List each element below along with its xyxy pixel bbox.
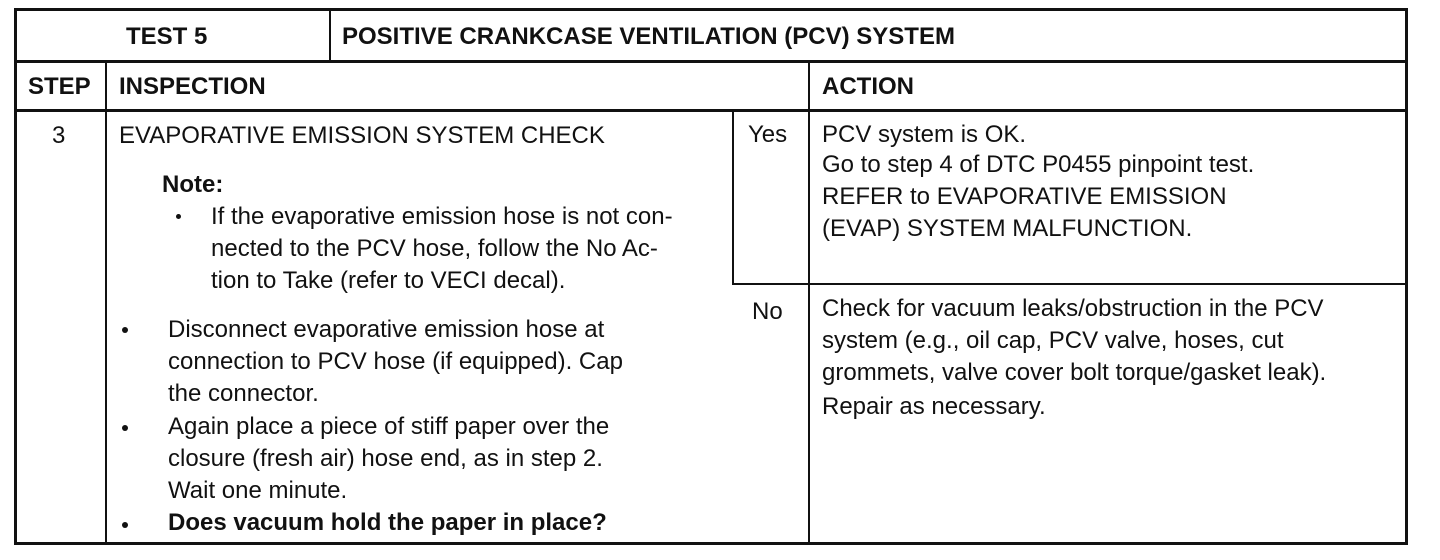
step-text-line: closure (fresh air) hose end, as in step 2. (168, 445, 603, 472)
note-bullet (176, 214, 181, 219)
yes-action-line: (EVAP) SYSTEM MALFUNCTION. (822, 215, 1193, 242)
note-line: tion to Take (refer to VECI decal). (211, 267, 566, 294)
step-column-header: STEP (28, 73, 91, 100)
inspection-column-header: INSPECTION (119, 73, 266, 100)
step-number: 3 (52, 122, 66, 149)
yes-no-divider (733, 283, 1408, 285)
step-text-line: connection to PCV hose (if equipped). Cap (168, 348, 623, 375)
yes-action-line: Go to step 4 of DTC P0455 pinpoint test. (822, 151, 1255, 178)
no-action-line: system (e.g., oil cap, PCV valve, hoses, cut (822, 327, 1284, 354)
action-col-divider (808, 62, 810, 545)
step-text-line: Again place a piece of stiff paper over the (168, 413, 610, 440)
note-line: nected to the PCV hose, follow the No Ac- (211, 235, 658, 262)
question-bullet (122, 522, 128, 528)
inspection-question: Does vacuum hold the paper in place? (168, 509, 607, 536)
column-header-divider (14, 109, 1408, 112)
note-label: Note: (162, 171, 224, 198)
no-action-line: Check for vacuum leaks/obstruction in the PCV (822, 295, 1324, 322)
no-label: No (752, 298, 783, 325)
note-line: If the evaporative emission hose is not con- (211, 203, 673, 230)
yes-action-line: REFER to EVAPORATIVE EMISSION (822, 183, 1227, 210)
check-title: EVAPORATIVE EMISSION SYSTEM CHECK (119, 122, 605, 149)
header-col-divider (329, 8, 331, 62)
no-action-line: grommets, valve cover bolt torque/gasket leak). (822, 359, 1327, 386)
step-text-line: Wait one minute. (168, 477, 348, 504)
step-text-line: Disconnect evaporative emission hose at (168, 316, 605, 343)
step-bullet (122, 327, 128, 333)
header-divider (14, 60, 1408, 63)
no-action-line: Repair as necessary. (822, 393, 1046, 420)
step-bullet (122, 425, 128, 431)
test-title: POSITIVE CRANKCASE VENTILATION (PCV) SYSTEM (342, 23, 955, 50)
yes-action-line: PCV system is OK. (822, 121, 1027, 148)
step-col-divider (105, 62, 107, 545)
answer-col-divider (732, 111, 734, 285)
action-column-header: ACTION (822, 73, 914, 100)
yes-label: Yes (748, 121, 788, 148)
test-label: TEST 5 (126, 23, 208, 50)
step-text-line: the connector. (168, 380, 319, 407)
